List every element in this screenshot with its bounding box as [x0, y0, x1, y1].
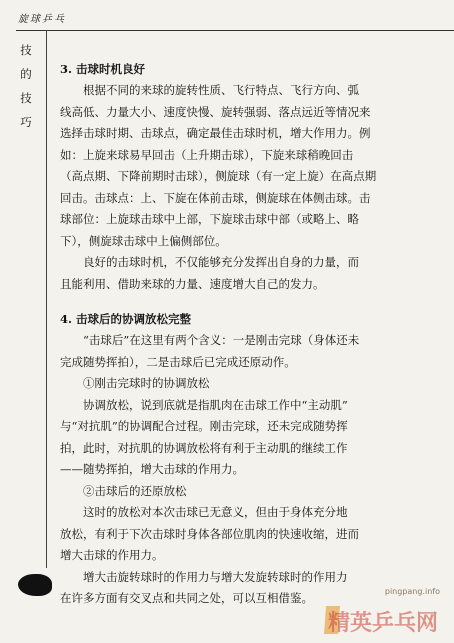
text-line: 完成随势挥拍），二是击球后已完成还原动作。 [60, 354, 296, 369]
section-4-heading: 4. 击球后的协调放松完整 [60, 312, 192, 326]
text-line: 增大击旋转球时的作用力与增大发旋转球时的作用力 [83, 569, 348, 584]
section-3-paragraph-1 [60, 80, 444, 252]
side-char: 技 [20, 91, 32, 105]
text-line: 选择击球时期、击球点，确定最佳击球时机，增大作用力。例 [60, 126, 371, 140]
page-number-blot [18, 574, 52, 596]
text-line: “击球后”在这里有两个含义：一是刚击完球（身体还未 [83, 333, 360, 347]
text-line: 这时的放松对本次击球已无意义，但由于身体充分地 [83, 505, 348, 519]
section-3-heading: 3. 击球时机良好 [60, 62, 146, 76]
section-4-paragraph-2 [60, 395, 444, 481]
text-line: ——随势挥拍，增大击球的作用力。 [60, 462, 244, 476]
running-header: 旋球乒乓 [18, 14, 66, 25]
side-title [12, 38, 40, 134]
section-4-paragraph-3 [60, 502, 444, 567]
text-line: 且能利用、借助来球的力量、速度增大自己的发力。 [60, 276, 325, 291]
subheading-1: ①刚击完球时的协调放松 [83, 376, 210, 390]
section-3-paragraph-2 [60, 252, 444, 295]
watermark-url: pingpang.info [384, 587, 440, 596]
text-line: 放松，有利于下次击球时身体各部位肌肉的快速收缩，进而 [60, 526, 359, 541]
side-char: 的 [20, 67, 32, 81]
text-line: 如：上旋来球易早回击（上升期击球），下旋来球稍晚回击 [60, 147, 354, 162]
side-char: 巧 [20, 115, 32, 129]
text-line: 下），侧旋球击球中上偏侧部位。 [60, 233, 227, 248]
text-line: 协调放松，说到底就是指肌肉在击球工作中“主动肌” [83, 397, 348, 412]
text-line: 在许多方面有交叉点和共同之处，可以互相借鉴。 [60, 591, 313, 605]
side-char: 技 [20, 43, 32, 57]
text-line: 增大击球的作用力。 [60, 548, 164, 562]
text-line: 球部位：上旋球击球中上部，下旋球击球中部（或略上、略 [60, 212, 359, 226]
text-line: 线高低、力量大小、速度快慢、旋转强弱、落点远近等情况来 [60, 104, 371, 119]
header-rule [16, 30, 454, 31]
text-line: 拍，此时，对抗肌的协调放松将有利于主动肌的继续工作 [60, 440, 348, 455]
text-line: 回击。击球点：上、下旋在体前击球，侧旋球在体侧击球。击 [60, 190, 371, 205]
text-line: 良好的击球时机，不仅能够充分发挥出自身的力量，而 [83, 255, 359, 269]
text-line: （高点期、下降前期时击球），侧旋球（有一定上旋）在高点期 [60, 169, 377, 183]
main-text [60, 58, 444, 610]
watermark-logo [318, 600, 452, 640]
subheading-2: ②击球后的还原放松 [83, 483, 187, 498]
section-4-paragraph-1 [60, 330, 444, 373]
margin-rule [46, 30, 47, 568]
text-line: 与“对抗肌”的协调配合过程。刚击完球，还未完成随势挥 [60, 419, 348, 433]
text-line: 根据不同的来球的旋转性质、飞行特点、飞行方向、弧 [83, 83, 359, 97]
watermark-logo-text: 精英乒乓网 [328, 611, 439, 636]
